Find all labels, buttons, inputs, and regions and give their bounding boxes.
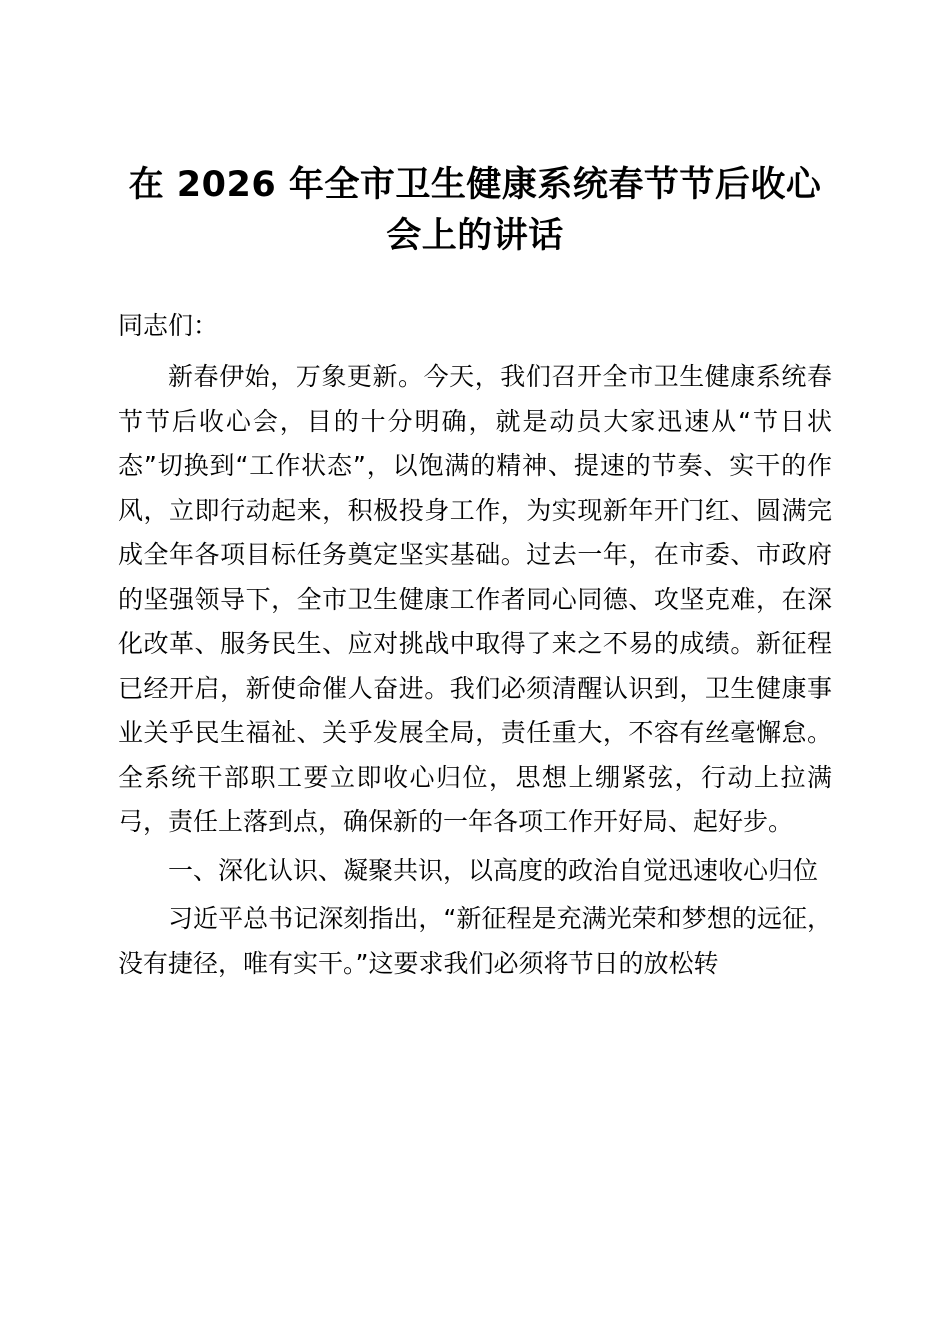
paragraph-1: 新春伊始，万象更新。今天，我们召开全市卫生健康系统春节节后收心会，目的十分明确，就是动员大家迅速从“节日状态”切换到“工作状态”，以饱满的精神、提速的节奏、实干的作风，立即行动起来，积极投身工作，为实现新年开门红、圆满完成全年各项目标任务奠定坚实基础。过去一年，在市委、市政府的坚强领导下，全市卫生健康工作者同心同德、攻坚克难，在深化改革、服务民生、应对挑战中取得了来之不易的成绩。新征程已经开启，新使命催人奋进。我们必须清醒认识到，卫生健康事业关乎民生福祉、关乎发展全局，责任重大，不容有丝毫懈怠。全系统干部职工要立即收心归位，思想上绷紧弦，行动上拉满弓，责任上落到点，确保新的一年各项工作开好局、起好步。 bbox=[118, 362, 832, 837]
paragraph-3: 习近平总书记深刻指出，“新征程是充满光荣和梦想的远征，没有捷径，唯有实干。”这要求我们必须将节日的放松转 bbox=[118, 904, 832, 978]
paragraph-2-heading: 一、深化认识、凝聚共识，以高度的政治自觉迅速收心归位 bbox=[168, 855, 819, 885]
page-title: 在 2026 年全市卫生健康系统春节节后收心会上的讲话 bbox=[128, 165, 822, 256]
salutation: 同志们： bbox=[118, 310, 219, 340]
